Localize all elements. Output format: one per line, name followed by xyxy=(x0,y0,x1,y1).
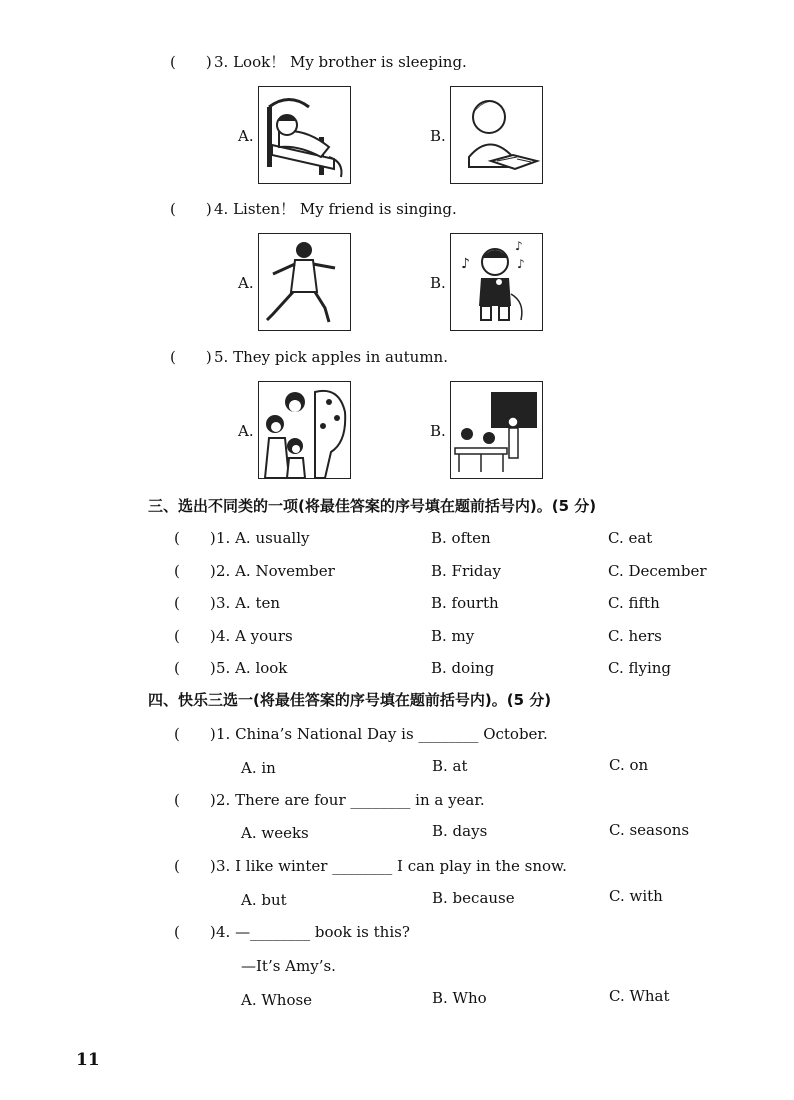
option-a: 5. A. look xyxy=(216,659,288,677)
section-4-title: 四、快乐三选一(将最佳答案的序号填在题前括号内)。(5 分) xyxy=(148,691,552,709)
option-c: C. on xyxy=(609,756,649,774)
option-a: A. but xyxy=(241,891,287,909)
answer-paren[interactable]: ( ) xyxy=(170,200,212,218)
answer-paren[interactable]: ( ) xyxy=(170,348,212,366)
option-a: 4. A yours xyxy=(216,627,293,645)
answer-paren[interactable]: ( ) xyxy=(174,791,216,809)
picture-family-picking-apples[interactable] xyxy=(258,381,351,479)
option-a: A. Whose xyxy=(241,991,313,1009)
option-c: C. What xyxy=(609,987,670,1005)
answer-paren[interactable]: ( ) xyxy=(174,857,216,875)
answer-paren[interactable]: ( ) xyxy=(174,725,216,743)
option-a-label: A. xyxy=(238,127,254,145)
option-a: A. in xyxy=(241,759,276,777)
option-b: B. doing xyxy=(431,659,495,677)
picture-boy-reading-book[interactable] xyxy=(450,86,543,184)
option-b: B. days xyxy=(432,822,488,840)
option-b: B. at xyxy=(432,757,468,775)
answer-paren[interactable]: ( ) xyxy=(174,659,216,677)
option-a: 1. A. usually xyxy=(216,529,310,547)
picture-boy-sleeping-in-bed[interactable] xyxy=(258,86,351,184)
option-c: C. December xyxy=(608,562,707,580)
question-3-text: 3. Look！ My brother is sleeping. xyxy=(214,53,467,71)
option-c: C. hers xyxy=(608,627,662,645)
option-c: C. fifth xyxy=(608,594,660,612)
answer-paren[interactable]: ( ) xyxy=(174,923,216,941)
svg-text:♪: ♪ xyxy=(515,239,523,253)
answer-paren[interactable]: ( ) xyxy=(174,529,216,547)
option-b: B. Friday xyxy=(431,562,501,580)
page-number: 11 xyxy=(76,1050,100,1070)
option-b-label: B. xyxy=(430,422,446,440)
answer-paren[interactable]: ( ) xyxy=(174,627,216,645)
option-a: A. weeks xyxy=(241,824,309,842)
question-stem: 4. —________ book is this? xyxy=(216,923,410,941)
picture-boy-singing-with-microphone[interactable] xyxy=(450,233,543,331)
option-b: B. Who xyxy=(432,989,487,1007)
option-b: B. because xyxy=(432,889,515,907)
option-a-label: A. xyxy=(238,274,254,292)
option-b: B. often xyxy=(431,529,491,547)
picture-person-doing-kungfu[interactable] xyxy=(258,233,351,331)
dialogue-answer: —It’s Amy’s. xyxy=(241,957,336,975)
option-b: B. fourth xyxy=(431,594,499,612)
option-c: C. flying xyxy=(608,659,672,677)
picture-students-in-classroom[interactable] xyxy=(450,381,543,479)
answer-paren[interactable]: ( ) xyxy=(174,594,216,612)
option-a: 2. A. November xyxy=(216,562,335,580)
option-a-label: A. xyxy=(238,422,254,440)
question-stem: 1. China’s National Day is ________ October. xyxy=(216,725,548,743)
question-5-text: 5. They pick apples in autumn. xyxy=(214,348,448,366)
question-stem: 2. There are four ________ in a year. xyxy=(216,791,485,809)
option-c: C. with xyxy=(609,887,663,905)
option-a: 3. A. ten xyxy=(216,594,281,612)
svg-text:♪: ♪ xyxy=(517,257,525,271)
option-b: B. my xyxy=(431,627,475,645)
question-stem: 3. I like winter ________ I can play in the snow. xyxy=(216,857,567,875)
answer-paren[interactable]: ( ) xyxy=(170,53,212,71)
option-b-label: B. xyxy=(430,274,446,292)
answer-paren[interactable]: ( ) xyxy=(174,562,216,580)
svg-text:♪: ♪ xyxy=(461,256,470,272)
option-b-label: B. xyxy=(430,127,446,145)
question-4-text: 4. Listen！ My friend is singing. xyxy=(214,200,457,218)
option-c: C. eat xyxy=(608,529,653,547)
option-c: C. seasons xyxy=(609,821,690,839)
section-3-title: 三、选出不同类的一项(将最佳答案的序号填在题前括号内)。(5 分) xyxy=(148,497,597,515)
